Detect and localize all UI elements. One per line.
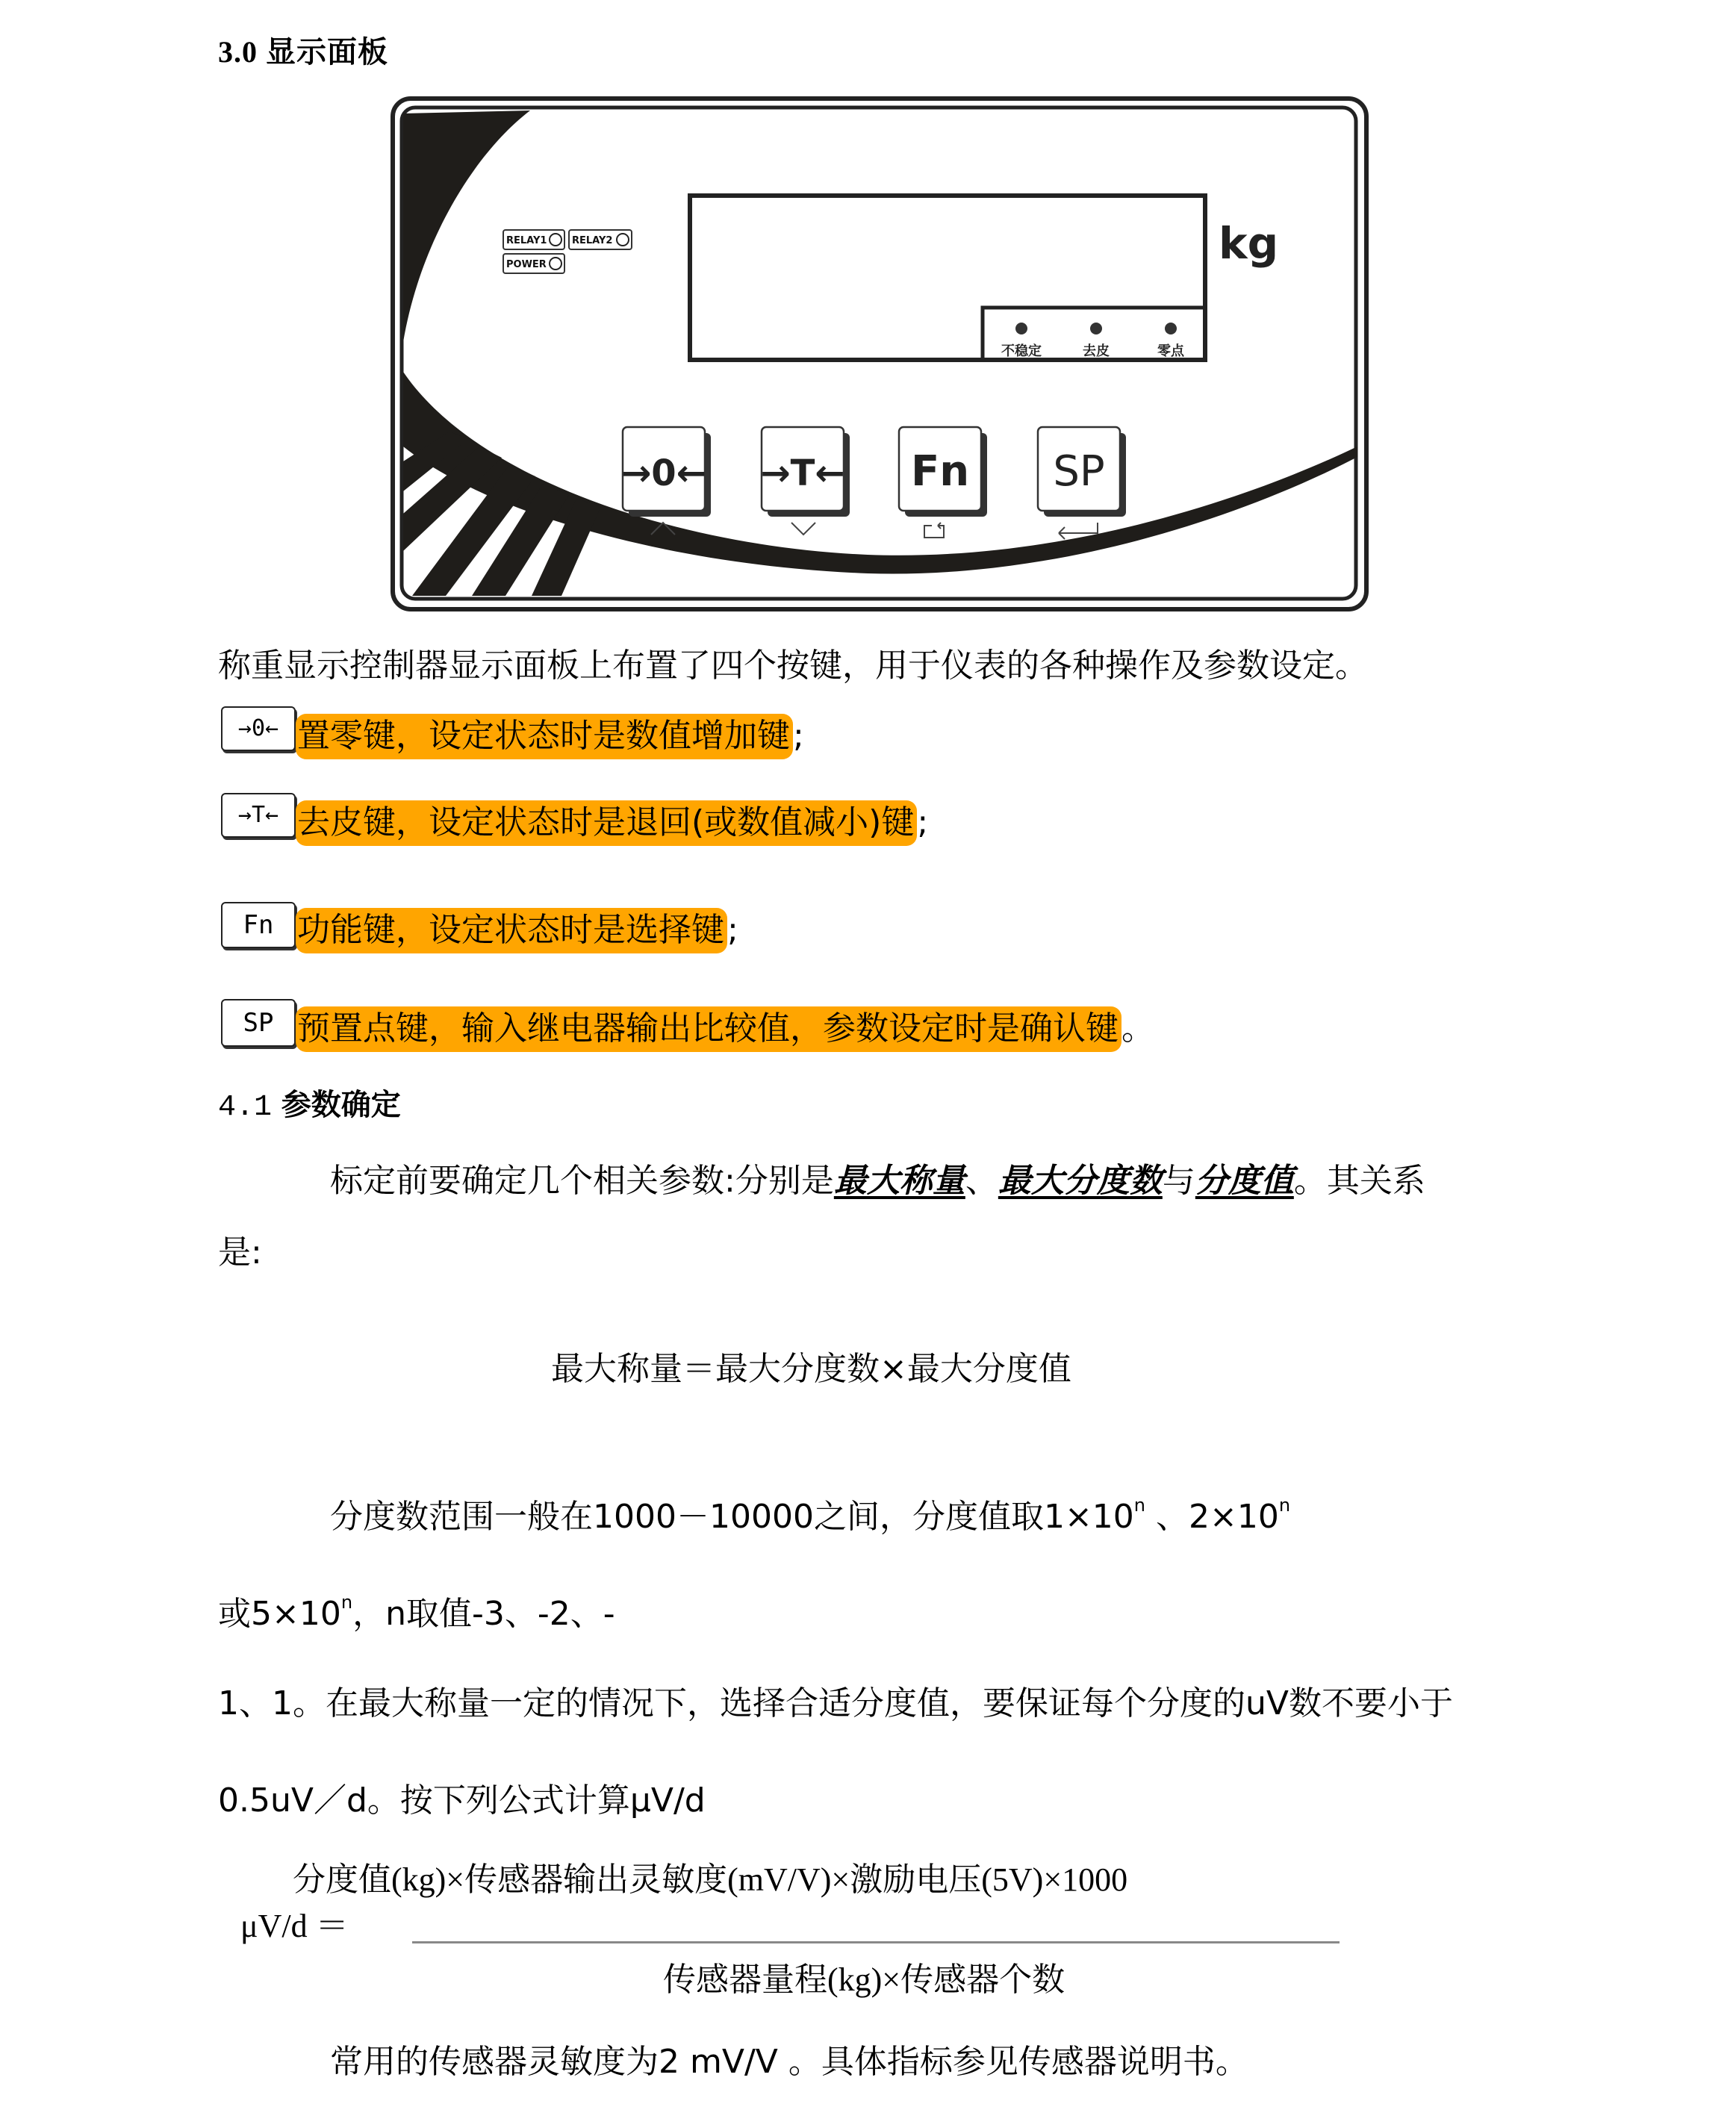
svg-text:零点: 零点 xyxy=(1157,343,1184,359)
key-icon-sp: SP xyxy=(221,999,296,1047)
relation-formula: 最大称量＝最大分度数×最大分度值 xyxy=(551,1350,1071,1388)
key-desc-zero: 置零键，设定状态时是数值增加键; xyxy=(296,720,804,753)
params-paragraph-line1: 标定前要确定几个相关参数:分别是最大称量、最大分度数与分度值。其关系 xyxy=(330,1162,1425,1200)
highlighted-text: 功能键，设定状态时是选择键 xyxy=(296,908,727,953)
svg-text:Fn: Fn xyxy=(910,447,970,496)
range-line3: 1、1。在最大称量一定的情况下，选择合适分度值，要保证每个分度的uV数不要小于 xyxy=(218,1684,1453,1722)
formula-numerator: 分度值(kg)×传感器输出灵敏度(mV/V)×激励电压(5V)×1000 xyxy=(293,1861,1128,1898)
heading-text: 显示面板 xyxy=(266,35,388,69)
params-paragraph-line2: 是: xyxy=(218,1233,262,1272)
highlighted-text: 置零键，设定状态时是数值增加键 xyxy=(296,714,793,759)
highlighted-text: 去皮键，设定状态时是退回(或数值减小)键 xyxy=(296,800,917,846)
heading-text: 参数确定 xyxy=(281,1088,401,1122)
range-line2: 或$5\times 10^n$，n取值-3、-2、- xyxy=(218,1592,615,1633)
svg-text:POWER: POWER xyxy=(506,259,547,270)
formula-denominator: 传感器量程(kg)×传感器个数 xyxy=(663,1961,1065,1998)
range-line4: 0.5uV／d。按下列公式计算μV/d xyxy=(218,1781,706,1820)
intro-paragraph: 称重显示控制器显示面板上布置了四个按键，用于仪表的各种操作及参数设定。 xyxy=(218,647,1368,685)
svg-text:→0←: →0← xyxy=(621,452,706,494)
key-icon-zero: →0← xyxy=(221,706,296,751)
key-desc-sp: 预置点键，输入继电器输出比较值，参数设定时是确认键。 xyxy=(296,1012,1154,1045)
term-max-divisions: 最大分度数 xyxy=(998,1162,1163,1200)
section-heading-4-1 xyxy=(218,1081,401,1124)
key-desc-fn: 功能键，设定状态时是选择键; xyxy=(296,914,738,947)
display-panel-diagram xyxy=(390,96,1369,612)
key-icon-fn: Fn xyxy=(221,902,296,948)
term-division-value: 分度值 xyxy=(1195,1162,1294,1200)
key-icon-tare: →T← xyxy=(221,793,296,838)
range-line1: 分度数范围一般在1000－10000之间，分度值取$1\times 10^n$ 、$2\times 10^n$ xyxy=(330,1495,1291,1536)
indicator-relay2 xyxy=(569,230,632,249)
key-desc-tare: 去皮键，设定状态时是退回(或数值减小)键; xyxy=(296,806,928,839)
svg-text:kg: kg xyxy=(1219,218,1279,269)
highlighted-text: 预置点键，输入继电器输出比较值，参数设定时是确认键 xyxy=(296,1006,1121,1052)
heading-number: 3.0 xyxy=(218,35,258,69)
svg-text:RELAY1: RELAY1 xyxy=(506,235,547,246)
formula-lhs: μV/d ＝ xyxy=(240,1908,349,1944)
fraction-bar xyxy=(412,1941,1340,1943)
svg-text:RELAY2: RELAY2 xyxy=(572,235,613,246)
section-heading-3-0 xyxy=(218,28,388,71)
heading-number: 4.1 xyxy=(218,1091,273,1124)
svg-text:SP: SP xyxy=(1053,447,1105,496)
sensitivity-note: 常用的传感器灵敏度为2 mV/V 。具体指标参见传感器说明书。 xyxy=(330,2043,1248,2081)
indicator-power xyxy=(503,254,564,273)
term-max-capacity: 最大称量 xyxy=(833,1162,965,1200)
svg-text:→T←: →T← xyxy=(760,452,845,494)
svg-text:去皮: 去皮 xyxy=(1083,343,1110,359)
svg-text:不稳定: 不稳定 xyxy=(1001,343,1042,359)
indicator-relay1 xyxy=(503,230,564,249)
